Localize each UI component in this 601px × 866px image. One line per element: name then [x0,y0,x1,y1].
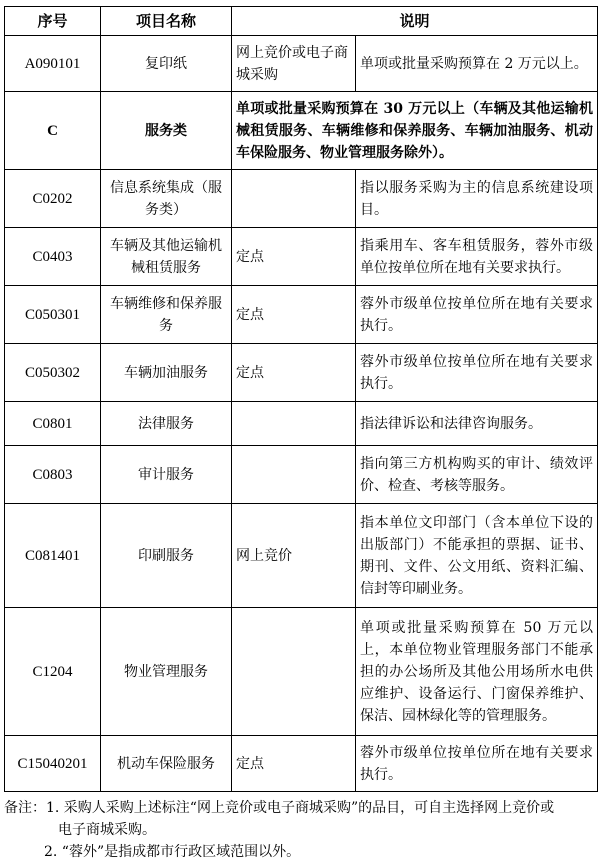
row-desc: 单项或批量采购预算在 30 万元以上（车辆及其他运输机械租赁服务、车辆维修和保养服务、车辆加油服务、机动车保险服务、物业管理服务除外）。 [232,92,598,170]
row-method: 定点 [232,736,356,792]
row-method [232,608,356,736]
row-name: 复印纸 [101,36,232,92]
row-method: 网上竞价 [232,504,356,608]
row-name: 车辆及其他运输机械租赁服务 [101,228,232,286]
row-code: C081401 [5,504,101,608]
row-desc: 指法律诉讼和法律咨询服务。 [356,402,598,446]
row-desc: 指向第三方机构购买的审计、绩效评价、检查、考核等服务。 [356,446,598,504]
row-desc: 指乘用车、客车租赁服务，蓉外市级单位按单位所在地有关要求执行。 [356,228,598,286]
row-code: C0403 [5,228,101,286]
row-code: A090101 [5,36,101,92]
row-desc: 单项或批量采购预算在 50 万元以上，本单位物业管理服务部门不能承担的办公场所及其他公用场所水电供应维护、设备运行、门窗保养维护、保洁、园林绿化等的管理服务。 [356,608,598,736]
row-method [232,402,356,446]
row-code: C [5,92,101,170]
row-desc: 指本单位文印部门（含本单位下设的出版部门）不能承担的票据、证书、期刊、文件、公文用纸、资料汇编、信封等印刷业务。 [356,504,598,608]
row-method [232,170,356,228]
row-desc: 蓉外市级单位按单位所在地有关要求执行。 [356,286,598,344]
footnotes [4,797,597,863]
note-1-continued: 电子商城采购。 [58,822,156,838]
row-method: 网上竞价或电子商城采购 [232,36,356,92]
row-desc: 蓉外市级单位按单位所在地有关要求执行。 [356,344,598,402]
table-row [5,170,598,228]
header-name: 项目名称 [101,7,232,36]
row-name: 物业管理服务 [101,608,232,736]
row-name: 车辆加油服务 [101,344,232,402]
row-desc: 单项或批量采购预算在 2 万元以上。 [356,36,598,92]
row-code: C1204 [5,608,101,736]
table-row [5,608,598,736]
row-name: 法律服务 [101,402,232,446]
row-name: 车辆维修和保养服务 [101,286,232,344]
procurement-table [4,6,598,792]
header-code: 序号 [5,7,101,36]
row-code: C0803 [5,446,101,504]
table-row [5,228,598,286]
row-name: 印刷服务 [101,504,232,608]
row-desc: 指以服务采购为主的信息系统建设项目。 [356,170,598,228]
table-row [5,286,598,344]
row-name: 审计服务 [101,446,232,504]
table-row [5,402,598,446]
note-1-text: 1. 采购人采购上述标注“网上竞价或电子商城采购”的品目，可自主选择网上竞价或 [46,800,555,816]
table-row [5,736,598,792]
table-row [5,504,598,608]
row-name: 服务类 [101,92,232,170]
header-desc: 说明 [232,7,598,36]
note-2: 2. “蓉外”是指成都市行政区域范围以外。 [44,844,301,860]
table-row [5,446,598,504]
row-name: 机动车保险服务 [101,736,232,792]
row-desc: 蓉外市级单位按单位所在地有关要求执行。 [356,736,598,792]
row-method: 定点 [232,228,356,286]
row-method: 定点 [232,286,356,344]
row-code: C050301 [5,286,101,344]
row-name: 信息系统集成（服务类） [101,170,232,228]
row-method: 定点 [232,344,356,402]
table-row [5,92,598,170]
row-code: C0801 [5,402,101,446]
note-1 [4,797,597,819]
table-row [5,344,598,402]
note-label: 备注： [4,800,46,816]
row-code: C15040201 [5,736,101,792]
row-code: C050302 [5,344,101,402]
table-row [5,36,598,92]
row-code: C0202 [5,170,101,228]
row-method [232,446,356,504]
table-header-row [5,7,598,36]
